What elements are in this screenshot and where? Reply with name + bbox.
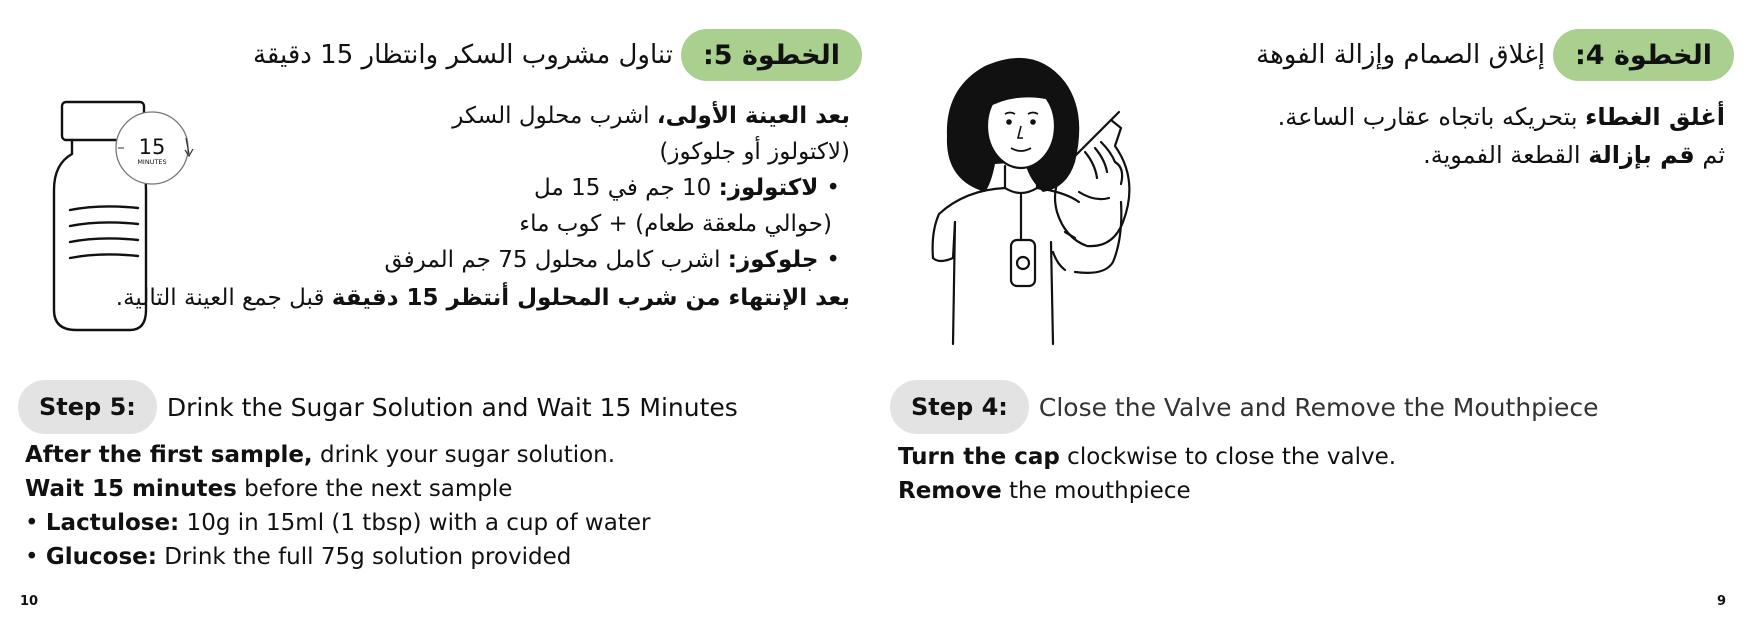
right-en-step-pill <box>890 380 1029 434</box>
left-ar-line-4: (حوالي ملعقة طعام) + كوب ماء <box>519 211 832 237</box>
right-ar-step-title: إغلاق الصمام وإزالة الفوهة <box>1256 40 1545 70</box>
left-en-bullet-lactulose: • Lactulose: 10g in 15ml (1 tbsp) with a cup of water <box>25 506 650 540</box>
left-ar-step-pill <box>681 29 862 81</box>
left-en-line-1: After the first sample, drink your sugar solution. <box>25 442 616 468</box>
timer-number: 15 <box>138 135 166 159</box>
left-ar-bullet-glucose: • جلوكوز: اشرب كامل محلول 75 جم المرفق <box>116 242 840 278</box>
left-ar-bullet-lactulose: • لاكتولوز: 10 جم في 15 مل <box>116 170 840 206</box>
left-ar-header <box>253 29 862 81</box>
left-ar-line-2: (لاكتولوز أو جلوكوز) <box>659 139 850 165</box>
left-en-line-2: Wait 15 minutes before the next sample <box>25 476 513 502</box>
sugar-bottle-icon <box>48 98 208 334</box>
right-ar-step-label: الخطوة 4: <box>1574 39 1712 71</box>
left-en-step-title: Drink the Sugar Solution and Wait 15 Minutes <box>166 392 738 422</box>
right-en-header <box>890 380 1598 434</box>
timer-icon <box>116 112 193 184</box>
timer-unit: MINUTES <box>137 158 167 166</box>
right-en-step-label: Step 4: <box>911 393 1008 421</box>
left-en-body <box>25 438 650 574</box>
right-ar-step-pill <box>1553 29 1734 81</box>
left-en-step-pill <box>18 380 157 434</box>
person-with-bag-icon <box>925 52 1145 346</box>
right-en-step-title: Close the Valve and Remove the Mouthpiece <box>1038 392 1599 422</box>
left-ar-body <box>116 98 850 316</box>
left-ar-line-1: بعد العينة الأولى، اشرب محلول السكر <box>452 103 850 129</box>
right-en-line-2: Remove the mouthpiece <box>898 478 1191 504</box>
right-ar-header <box>1256 29 1734 81</box>
left-en-step-label: Step 5: <box>39 393 136 421</box>
left-en-header <box>18 380 738 434</box>
left-ar-line-6: بعد الإنتهاء من شرب المحلول أنتظر 15 دقيقة قبل جمع العينة التالية. <box>115 285 850 311</box>
left-ar-step-label: الخطوة 5: <box>702 39 840 71</box>
left-ar-step-title: تناول مشروب السكر وانتظار 15 دقيقة <box>252 40 673 70</box>
right-en-line-1: Turn the cap clockwise to close the valve. <box>898 444 1397 470</box>
right-page-number: 9 <box>1716 594 1726 609</box>
right-ar-line-2: ثم قم بإزالة القطعة الفموية. <box>1423 141 1725 169</box>
left-en-bullet-glucose: • Glucose: Drink the full 75g solution provided <box>25 540 650 574</box>
left-page-number: 10 <box>20 594 39 609</box>
right-en-body <box>898 440 1396 508</box>
right-ar-body <box>1278 98 1725 174</box>
right-ar-line-1: أغلق الغطاء بتحريكه باتجاه عقارب الساعة. <box>1277 103 1725 131</box>
